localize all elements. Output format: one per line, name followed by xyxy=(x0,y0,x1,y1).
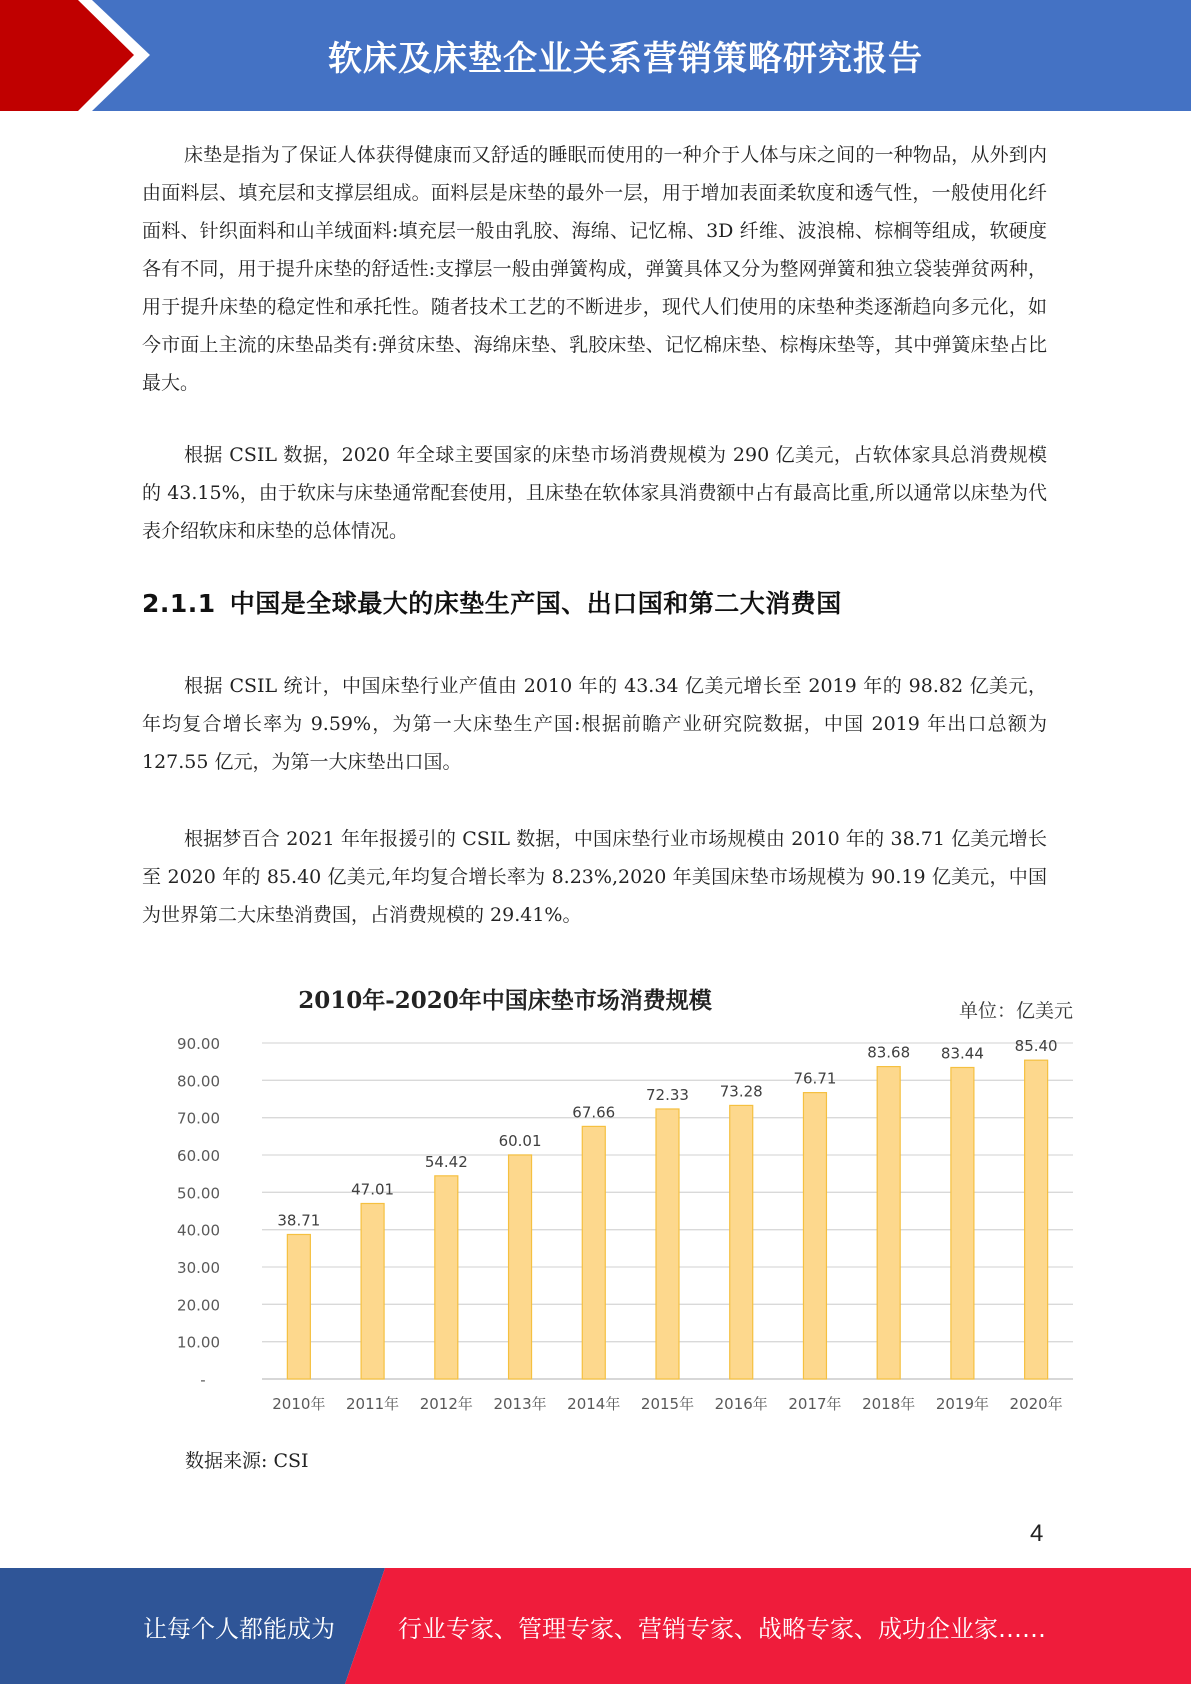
bar xyxy=(803,1093,826,1379)
data-label: 76.71 xyxy=(793,1069,837,1088)
data-source-note: 数据来源: CSI xyxy=(185,1450,309,1472)
y-tick-label: 20.00 xyxy=(177,1296,220,1315)
bar xyxy=(361,1203,384,1379)
bar xyxy=(951,1067,974,1379)
data-label: 83.68 xyxy=(867,1043,911,1062)
x-tick-label: 2019年 xyxy=(935,1395,990,1413)
x-tick-label: 2015年 xyxy=(640,1395,695,1413)
x-tick-label: 2010年 xyxy=(272,1395,326,1413)
section-number: 2.1.1 xyxy=(142,589,216,618)
bar xyxy=(877,1067,900,1379)
y-tick-label: 90.00 xyxy=(177,1035,220,1053)
page-footer xyxy=(0,1568,1191,1684)
x-tick-label: 2011年 xyxy=(345,1395,400,1413)
consumption-paragraph: 根据梦百合 2021 年年报援引的 CSIL 数据，中国床垫行业市场规模由 2010 年的 38.71 亿美元增长至 2020 年的 85.40 亿美元,年均复合增长率为 8.23%,2020 年美国床垫市场规模为 90.19 亿美元，中国为世界第二大床垫消费国，占消费规模的 29.41%。 xyxy=(142,828,1047,926)
y-tick-label: 70.00 xyxy=(177,1109,220,1128)
x-tick-label: 2017年 xyxy=(788,1395,842,1413)
x-tick-label: 2020年 xyxy=(1009,1395,1063,1413)
header-arrow-icon xyxy=(0,0,170,111)
data-label: 38.71 xyxy=(277,1211,321,1230)
data-label: 85.40 xyxy=(1014,1037,1058,1056)
x-tick-label: 2016年 xyxy=(714,1395,768,1413)
market-paragraph: 根据 CSIL 数据，2020 年全球主要国家的床垫市场消费规模为 290 亿美元，占软体家具总消费规模的 43.15%，由于软床与床垫通常配套使用，且床垫在软体家具消费额中占有最高比重,所以通常以床垫为代表介绍软床和床垫的总体情况。 xyxy=(142,444,1047,542)
bar-chart xyxy=(170,975,1090,1425)
y-tick-label: 80.00 xyxy=(177,1072,220,1091)
section-heading xyxy=(142,584,842,620)
chart-unit-label: 单位：亿美元 xyxy=(958,1000,1073,1022)
chart-canvas xyxy=(170,975,1090,1425)
data-label: 60.01 xyxy=(498,1131,542,1150)
chart-x-axis xyxy=(272,1395,1062,1413)
y-tick-label: 30.00 xyxy=(177,1259,220,1277)
production-paragraph: 根据 CSIL 统计，中国床垫行业产值由 2010 年的 43.34 亿美元增长至 2019 年的 98.82 亿美元，年均复合增长率为 9.59%，为第一大床垫生产国:根据前瞻产业研究院数据，中国 2019 年出口总额为 127.55 亿元，为第一大床垫出口国。 xyxy=(142,675,1047,773)
data-label: 83.44 xyxy=(940,1044,984,1063)
bar xyxy=(509,1155,532,1379)
footer-slogan-right: 行业专家、管理专家、营销专家、战略专家、成功企业家…… xyxy=(398,1614,1046,1643)
document-title: 软床及床垫企业关系营销策略研究报告 xyxy=(328,39,923,79)
data-label: 72.33 xyxy=(646,1085,689,1104)
x-tick-label: 2012年 xyxy=(419,1395,473,1413)
data-label: 73.28 xyxy=(719,1082,763,1101)
page-number: 4 xyxy=(1030,1520,1044,1547)
y-tick-label: 10.00 xyxy=(177,1333,220,1352)
page-header xyxy=(0,0,1191,111)
data-label: 54.42 xyxy=(424,1152,468,1171)
y-tick-label: 40.00 xyxy=(177,1221,220,1240)
chart-title: 2010年-2020年中国床垫市场消费规模 xyxy=(298,987,712,1014)
y-tick-label: 60.00 xyxy=(177,1147,220,1165)
y-tick-label: 50.00 xyxy=(177,1184,220,1203)
intro-paragraph: 床垫是指为了保证人体获得健康而又舒适的睡眠而使用的一种介于人体与床之间的一种物品，从外到内由面料层、填充层和支撑层组成。面料层是床垫的最外一层，用于增加表面柔软度和透气性，一般使用化纤面料、针织面料和山羊绒面料:填充层一般由乳胶、海绵、记忆棉、3D 纤维、波浪棉、棕榈等组成，软硬度各有不同，用于提升床垫的舒适性:支撑层一般由弹簧构成，弹簧具体又分为整网弹簧和独立袋装弹贫两种，用于提升床垫的稳定性和承托性。随者技术工艺的不断进步，现代人们使用的床垫种类逐渐趋向多元化，如今市面上主流的床垫品类有:弹贫床垫、海绵床垫、乳胶床垫、记忆棉床垫、棕梅床垫等，其中弹簧床垫占比最大。 xyxy=(142,144,1047,394)
bar xyxy=(287,1234,310,1379)
chart-bars xyxy=(287,1060,1047,1379)
footer-slogan-left: 让每个人都能成为 xyxy=(143,1614,335,1643)
bar xyxy=(1025,1060,1048,1379)
bar xyxy=(582,1126,605,1379)
x-tick-label: 2013年 xyxy=(493,1395,547,1413)
x-tick-label: 2018年 xyxy=(862,1395,916,1413)
data-label: 47.01 xyxy=(351,1180,395,1199)
section-title: 中国是全球最大的床垫生产国、出口国和第二大消费国 xyxy=(229,589,842,618)
y-tick-label: - xyxy=(200,1371,206,1389)
data-label: 67.66 xyxy=(572,1103,616,1122)
bar xyxy=(730,1105,753,1379)
chart-y-axis xyxy=(177,1035,220,1389)
bar xyxy=(656,1109,679,1379)
x-tick-label: 2014年 xyxy=(567,1395,621,1413)
bar xyxy=(435,1176,458,1379)
